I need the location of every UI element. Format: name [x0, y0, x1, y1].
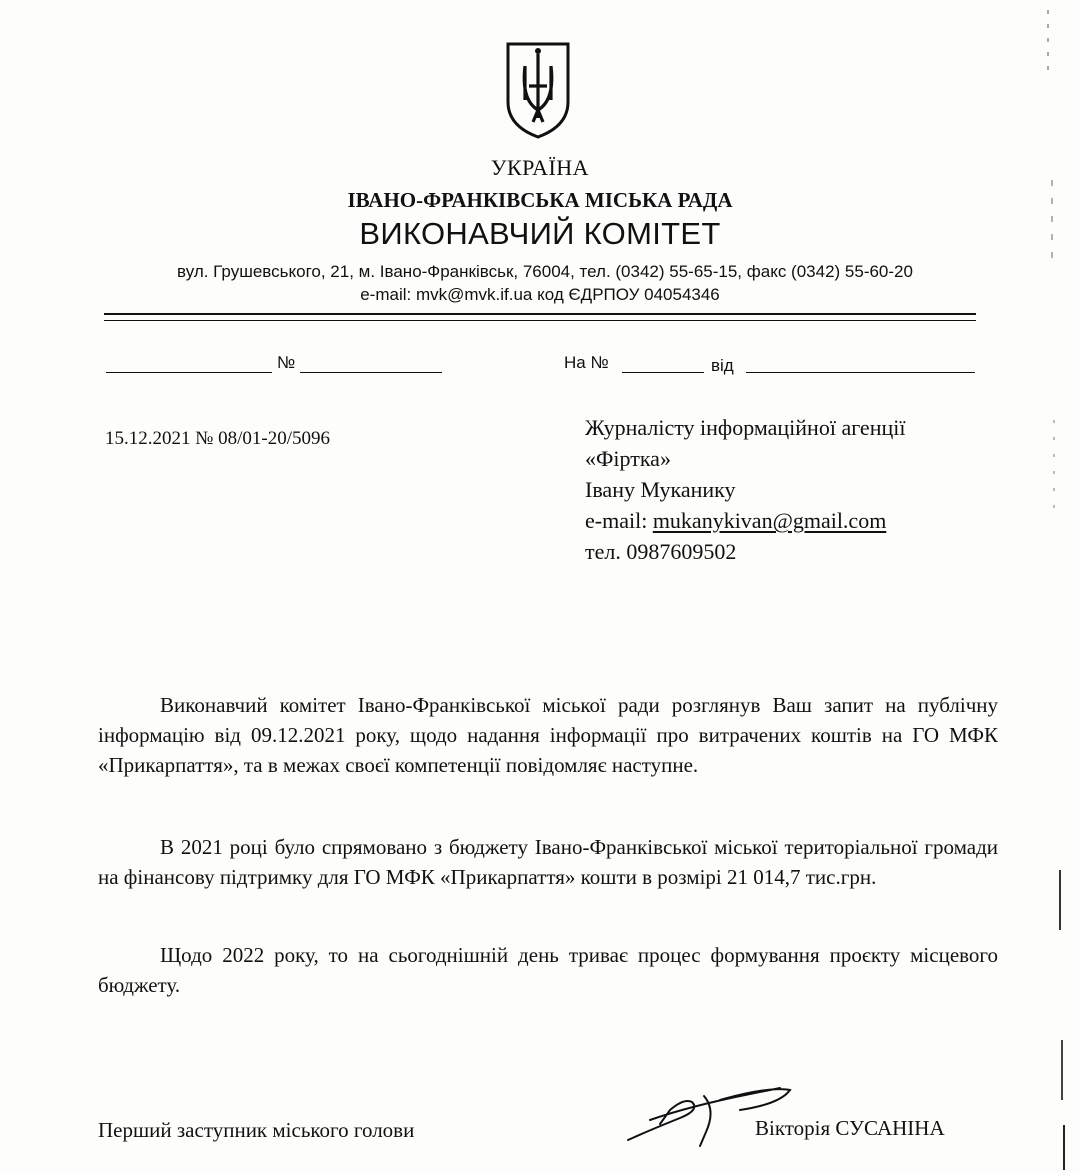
outgoing-number-label: №: [277, 353, 296, 372]
header-divider-thin: [104, 320, 976, 321]
incoming-date-label: від: [711, 356, 734, 375]
recipient-agency: «Фіртка»: [585, 446, 671, 471]
recipient-phone: тел. 0987609502: [585, 539, 737, 564]
coat-of-arms-icon: [503, 40, 573, 140]
signatory-title: Перший заступник міського голови: [98, 1118, 415, 1142]
incoming-date-blank: [746, 372, 975, 373]
email-code-line: e-mail: mvk@mvk.if.ua код ЄДРПОУ 04054346: [360, 285, 720, 304]
recipient-email-line: e-mail: mukanykivan@gmail.com: [585, 508, 887, 533]
header-divider: [104, 313, 976, 315]
committee-heading: ВИКОНАВЧИЙ КОМІТЕТ: [359, 216, 721, 251]
body-paragraph-2: В 2021 році було спрямовано з бюджету Івано-Франківської міської територіальної громади на фінансову підтримку для ГО МФК «Прикарпаття» кошти в розмірі 21 014,7 тис.грн.: [98, 835, 998, 889]
document-date-number: 15.12.2021 № 08/01-20/5096: [105, 428, 331, 449]
recipient-line-1: Журналісту інформаційної агенції: [585, 415, 906, 440]
scan-edge-marks: [1010, 0, 1080, 1173]
recipient-block: [585, 412, 905, 567]
body-paragraph-1: Виконавчий комітет Івано-Франківської міської ради розглянув Ваш запит на публічну інформацію від 09.12.2021 року, щодо надання інформації про витрачених коштів на ГО МФК «Прикарпаття», та в межах своєї компетенції повідомляє наступне.: [98, 693, 998, 777]
outgoing-date-blank: [106, 372, 272, 373]
country-heading: УКРАЇНА: [490, 155, 590, 180]
signatory-name: Вікторія СУСАНІНА: [755, 1116, 945, 1140]
council-heading: ІВАНО-ФРАНКІВСЬКА МІСЬКА РАДА: [347, 188, 733, 212]
address-line: вул. Грушевського, 21, м. Івано-Франківськ, 76004, тел. (0342) 55-65-15, факс (0342) 55-60-20: [177, 262, 913, 281]
incoming-number-label: На №: [564, 353, 609, 372]
recipient-email-link[interactable]: mukanykivan@gmail.com: [652, 508, 887, 533]
incoming-number-blank: [622, 372, 704, 373]
outgoing-number-blank: [300, 372, 442, 373]
recipient-name: Івану Муканику: [585, 477, 736, 502]
body-paragraph-3: Щодо 2022 року, то на сьогоднішній день триває процес формування проєкту місцевого бюджету.: [98, 943, 998, 997]
